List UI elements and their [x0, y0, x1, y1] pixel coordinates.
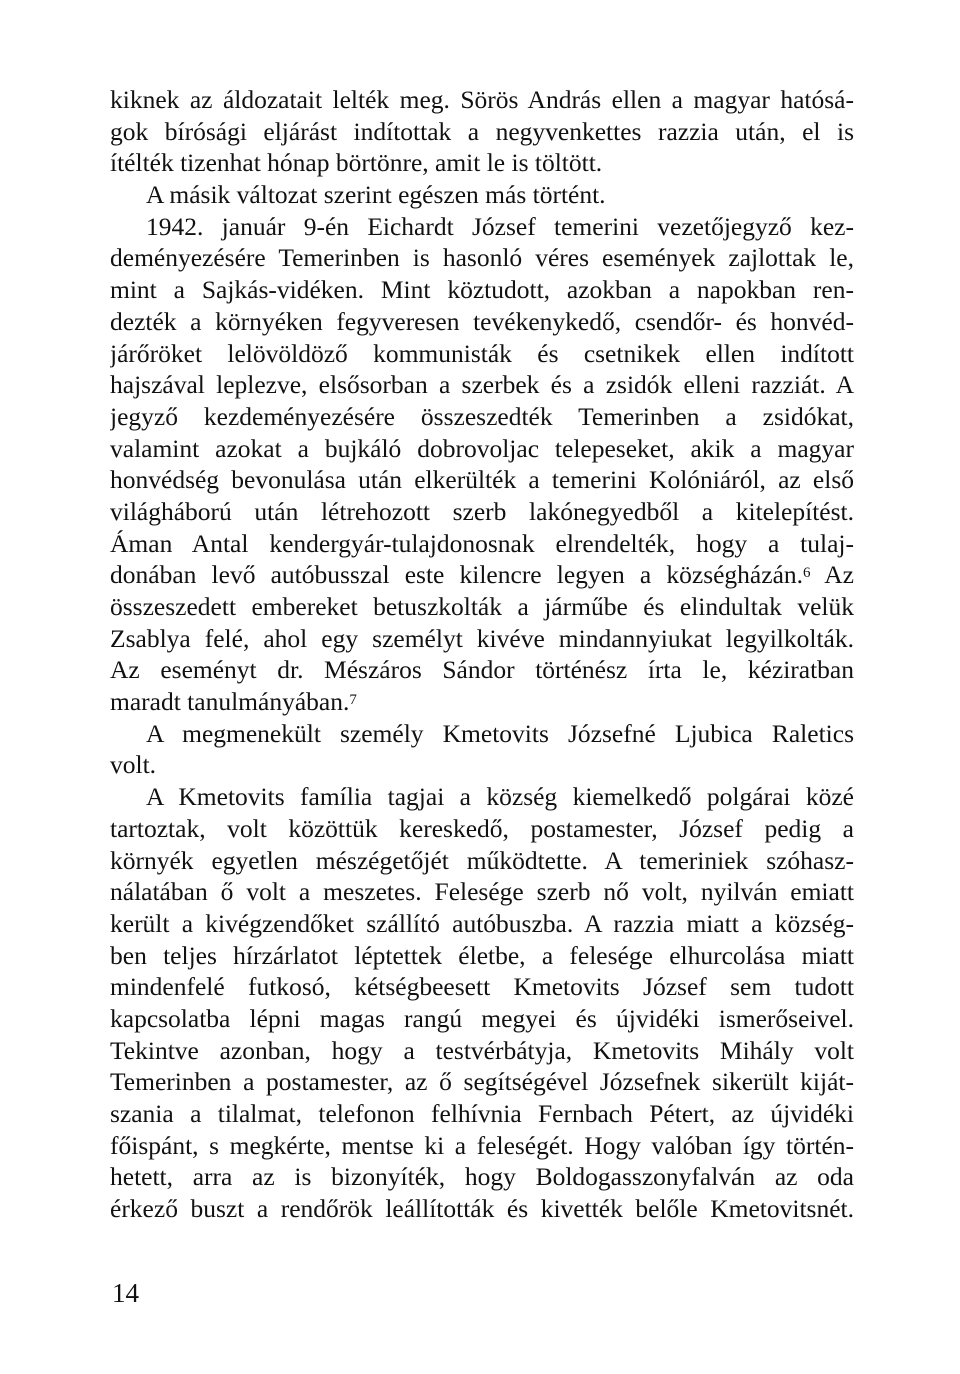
text-line — [110, 274, 854, 306]
text-line — [110, 338, 854, 370]
text-line-content: Tekintve azonban, hogy a testvérbátyja, Kmetovits Mihály volt — [110, 1035, 854, 1065]
text-line-content: ítélték tizenhat hónap börtönre, amit le is töltött. — [110, 148, 603, 178]
text-line — [110, 1130, 854, 1162]
text-line-content: nálatában ő volt a meszetes. Felesége szerb nő volt, nyilván emiatt — [110, 877, 854, 907]
text-line-content: főispánt, s megkérte, mentse ki a feleségét. Hogy valóban így történ- — [110, 1130, 854, 1160]
text-line — [110, 623, 854, 655]
text-line-content: A megmenekült személy Kmetovits Józsefné Ljubica Raletics — [146, 718, 854, 748]
text-line — [110, 1098, 854, 1130]
text-line-content: mindenfelé futkosó, kétségbeesett Kmetovits József sem tudott — [110, 972, 854, 1002]
text-line — [110, 1035, 854, 1067]
text-line-content: világháború után létrehozott szerb lakónegyedből a kitelepítést. — [110, 496, 854, 526]
text-line — [110, 1003, 854, 1035]
page-number: 14 — [112, 1278, 139, 1308]
text-line-content: Áman Antal kendergyár-tulajdonosnak elrendelték, hogy a tulaj- — [110, 528, 854, 558]
text-line — [110, 242, 854, 274]
text-line-continuation: Az — [810, 560, 854, 590]
text-line-content: került a kivégzendőket szállító autóbuszba. A razzia miatt a község- — [110, 908, 854, 938]
text-line — [110, 147, 854, 179]
text-line-content: hetett, arra az is bizonyíték, hogy Boldogasszonyfalván az oda — [110, 1162, 854, 1192]
text-line-content: volt. — [110, 750, 157, 780]
text-line — [110, 369, 854, 401]
text-line-content: érkező buszt a rendőrök leállították és kivették belőle Kmetovitsnét. — [110, 1194, 854, 1224]
text-line-content: mint a Sajkás-vidéken. Mint köztudott, azokban a napokban ren- — [110, 275, 854, 305]
text-line — [110, 654, 854, 686]
text-line — [110, 401, 854, 433]
text-line-content: Az eseményt dr. Mészáros Sándor történész írta le, kéziratban — [110, 655, 854, 685]
text-line-content: Temerinben a postamester, az ő segítségével Józsefnek sikerült kiját- — [110, 1067, 854, 1097]
text-line-content: deményezésére Temerinben is hasonló véres események zajlottak le, — [110, 243, 854, 273]
text-line-content: dezték a környéken fegyveresen tevékenykedő, csendőr- és honvéd- — [110, 306, 854, 336]
text-line — [110, 116, 854, 148]
text-line — [110, 845, 854, 877]
text-line — [110, 1193, 854, 1225]
text-line-content: kiknek az áldozatait lelték meg. Sörös András ellen a magyar hatósá- — [110, 85, 854, 114]
text-line-content: A Kmetovits família tagjai a község kiemelkedő polgárai közé — [146, 782, 854, 812]
text-line — [110, 179, 854, 211]
text-line — [110, 433, 854, 465]
text-line-content: ben teljes hírzárlatot léptettek életbe, a felesége elhurcolása miatt — [110, 940, 854, 970]
text-line-content: jegyző kezdeményezésére összeszedték Temerinben a zsidókat, — [110, 401, 854, 431]
text-line — [110, 591, 854, 623]
text-line-content: összeszedett embereket betuszkolták a járműbe és elindultak velük — [110, 592, 854, 621]
text-line — [110, 940, 854, 972]
text-line-content: hajszával leplezve, elsősorban a szerbek és a zsidók elleni razziát. A — [110, 370, 854, 400]
body-text — [110, 84, 854, 1225]
text-line-content: kapcsolatba lépni magas rangú megyei és újvidéki ismerőseivel. — [110, 1003, 854, 1033]
text-line — [110, 559, 854, 591]
text-line — [110, 306, 854, 338]
text-line — [110, 718, 854, 750]
footnote-marker: 6 — [803, 565, 811, 582]
text-line-content: környék egyetlen mészégetőjét működtette. A temeriniek szóhasz- — [110, 845, 854, 875]
text-line — [110, 528, 854, 560]
text-line-content: tartoztak, volt közöttük kereskedő, postamester, József pedig a — [110, 813, 854, 843]
text-line-content: 1942. január 9-én Eichardt József temerini vezetőjegyző kez- — [146, 211, 854, 241]
text-line — [110, 813, 854, 845]
text-line — [110, 781, 854, 813]
text-line-content: gok bírósági eljárást indítottak a negyvenkettes razzia után, el is — [110, 116, 854, 146]
text-line-content: járőröket lelövöldöző kommunisták és csetnikek ellen indított — [110, 338, 854, 368]
text-line — [110, 496, 854, 528]
text-line — [110, 464, 854, 496]
text-line-content: valamint azokat a bujkáló dobrovoljac telepeseket, akik a magyar — [110, 433, 854, 463]
text-line — [110, 686, 854, 718]
text-line-content: A másik változat szerint egészen más történt. — [146, 180, 606, 210]
text-line-content: honvédség bevonulása után elkerülték a temerini Kolóniáról, az első — [110, 465, 854, 495]
text-line — [110, 971, 854, 1003]
text-line — [110, 84, 854, 116]
text-line-content: Zsablya felé, ahol egy személyt kivéve mindannyiukat legyilkolták. — [110, 623, 854, 653]
text-line — [110, 908, 854, 940]
text-line-content: szania a tilalmat, telefonon felhívnia Fernbach Pétert, az újvidéki — [110, 1099, 854, 1128]
text-line — [110, 876, 854, 908]
text-line-content: maradt tanulmányában. — [110, 687, 350, 717]
text-line — [110, 211, 854, 243]
text-line-content: donában levő autóbusszal este kilencre legyen a községházán. — [110, 560, 804, 590]
text-line — [110, 1161, 854, 1193]
text-line — [110, 1066, 854, 1098]
footnote-marker: 7 — [349, 692, 357, 709]
text-line — [110, 749, 854, 781]
